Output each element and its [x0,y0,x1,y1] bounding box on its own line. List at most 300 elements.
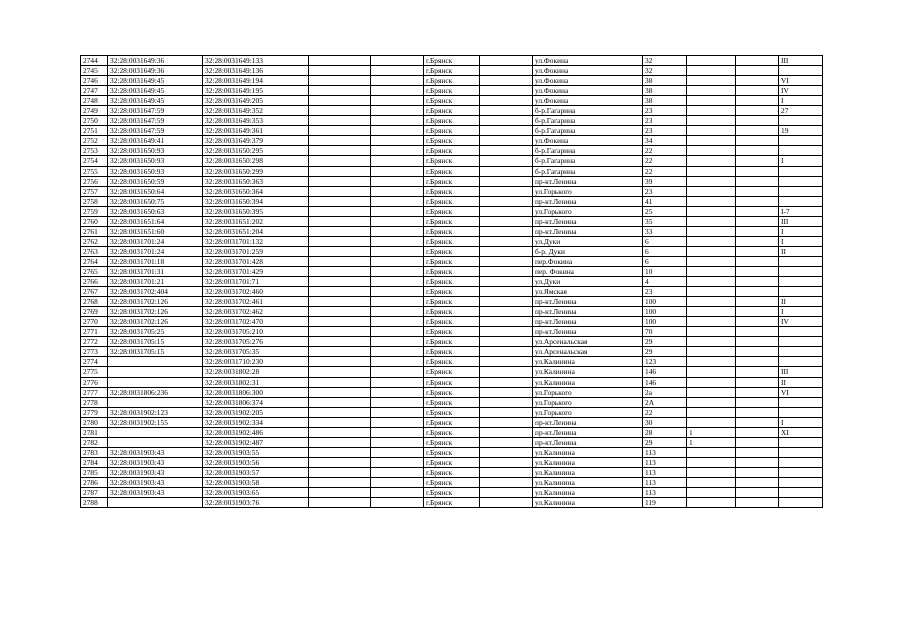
empty-col-5-cell [371,136,424,146]
cadastral-number-cell: 32:28:0031702:462 [203,307,309,317]
cadastral-number-cell: 32:28:0031903:58 [203,477,309,487]
row-number-cell: 2758 [81,196,108,206]
empty-col-5-cell [371,297,424,307]
table-row [81,186,823,196]
street-cell: ул.Горького [533,206,643,216]
empty-col-11-cell [736,126,779,136]
empty-col-11-cell [736,186,779,196]
house-number-cell: 22 [643,166,687,176]
street-cell: ул.Фокина [533,56,643,66]
empty-col-7-cell [480,397,533,407]
street-cell: ул.Фокина [533,96,643,106]
empty-col-7-cell [480,106,533,116]
house-number-cell: 146 [643,377,687,387]
cadastral-number-cell: 32:28:0031649:352 [203,106,309,116]
row-number-cell: 2786 [81,477,108,487]
cadastral-number-cell: 32:28:0031806:374 [203,397,309,407]
house-number-cell: 146 [643,367,687,377]
row-number-cell: 2782 [81,437,108,447]
empty-col-5-cell [371,86,424,96]
row-number-cell: 2749 [81,106,108,116]
empty-col-4-cell [309,126,371,136]
parent-cadastral-number-cell [108,377,203,387]
premises-cell [779,447,823,457]
building-cell [687,287,736,297]
cadastral-number-cell: 32:28:0031702:470 [203,317,309,327]
street-cell: пр-кт.Ленина [533,427,643,437]
empty-col-11-cell [736,156,779,166]
house-number-cell: 6 [643,256,687,266]
house-number-cell: 38 [643,86,687,96]
house-number-cell: 22 [643,407,687,417]
city-cell: г.Брянск [424,488,480,498]
table-row [81,317,823,327]
empty-col-11-cell [736,377,779,387]
empty-col-7-cell [480,66,533,76]
empty-col-11-cell [736,437,779,447]
table-row [81,166,823,176]
empty-col-5-cell [371,246,424,256]
empty-col-7-cell [480,146,533,156]
cadastral-number-cell: 32:28:0031705:276 [203,337,309,347]
building-cell [687,277,736,287]
house-number-cell: 38 [643,96,687,106]
empty-col-11-cell [736,498,779,508]
empty-col-4-cell [309,136,371,146]
empty-col-11-cell [736,266,779,276]
cadastral-number-cell: 32:28:0031650:394 [203,196,309,206]
empty-col-7-cell [480,337,533,347]
empty-col-5-cell [371,317,424,327]
street-cell: ул.Горького [533,186,643,196]
empty-col-5-cell [371,457,424,467]
row-number-cell: 2750 [81,116,108,126]
premises-cell [779,337,823,347]
table-row [81,56,823,66]
parent-cadastral-number-cell: 32:28:0031903:43 [108,457,203,467]
empty-col-7-cell [480,357,533,367]
house-number-cell: 22 [643,156,687,166]
house-number-cell: 23 [643,126,687,136]
empty-col-11-cell [736,367,779,377]
empty-col-5-cell [371,498,424,508]
empty-col-7-cell [480,76,533,86]
cadastral-number-cell: 32:28:0031702:460 [203,287,309,297]
cadastral-number-cell: 32:28:0031701:71 [203,277,309,287]
premises-cell: I [779,307,823,317]
empty-col-11-cell [736,287,779,297]
city-cell: г.Брянск [424,297,480,307]
street-cell: ул.Горького [533,387,643,397]
table-row [81,377,823,387]
table-row [81,457,823,467]
house-number-cell: 6 [643,236,687,246]
empty-col-7-cell [480,206,533,216]
house-number-cell: 113 [643,447,687,457]
building-cell [687,297,736,307]
house-number-cell: 38 [643,76,687,86]
empty-col-4-cell [309,297,371,307]
house-number-cell: 32 [643,66,687,76]
street-cell: ул.Калинина [533,498,643,508]
empty-col-5-cell [371,176,424,186]
empty-col-7-cell [480,347,533,357]
premises-cell [779,397,823,407]
table-row [81,106,823,116]
row-number-cell: 2762 [81,236,108,246]
building-cell [687,66,736,76]
premises-cell: 19 [779,126,823,136]
table-row [81,116,823,126]
row-number-cell: 2753 [81,146,108,156]
parent-cadastral-number-cell [108,427,203,437]
building-cell [687,106,736,116]
empty-col-5-cell [371,256,424,266]
empty-col-5-cell [371,437,424,447]
empty-col-4-cell [309,206,371,216]
table-row [81,437,823,447]
empty-col-4-cell [309,56,371,66]
parent-cadastral-number-cell: 32:28:0031902:155 [108,417,203,427]
city-cell: г.Брянск [424,176,480,186]
parent-cadastral-number-cell: 32:28:0031806:236 [108,387,203,397]
city-cell: г.Брянск [424,86,480,96]
street-cell: б-р.Гагарина [533,126,643,136]
empty-col-11-cell [736,106,779,116]
row-number-cell: 2752 [81,136,108,146]
empty-col-5-cell [371,377,424,387]
row-number-cell: 2759 [81,206,108,216]
house-number-cell: 10 [643,266,687,276]
table-row [81,498,823,508]
city-cell: г.Брянск [424,136,480,146]
premises-cell [779,66,823,76]
building-cell [687,477,736,487]
cadastral-number-cell: 32:28:0031802:28 [203,367,309,377]
row-number-cell: 2767 [81,287,108,297]
empty-col-5-cell [371,206,424,216]
house-number-cell: 34 [643,136,687,146]
empty-col-11-cell [736,96,779,106]
parent-cadastral-number-cell: 32:28:0031647:59 [108,126,203,136]
empty-col-4-cell [309,66,371,76]
document-table [80,55,823,508]
parent-cadastral-number-cell: 32:28:0031650:63 [108,206,203,216]
premises-cell [779,186,823,196]
cadastral-number-cell: 32:28:0031903:55 [203,447,309,457]
empty-col-5-cell [371,96,424,106]
building-cell: 1 [687,437,736,447]
empty-col-4-cell [309,96,371,106]
city-cell: г.Брянск [424,397,480,407]
empty-col-4-cell [309,287,371,297]
empty-col-11-cell [736,357,779,367]
city-cell: г.Брянск [424,357,480,367]
street-cell: ул.Фокина [533,76,643,86]
table-row [81,196,823,206]
building-cell [687,256,736,266]
empty-col-7-cell [480,457,533,467]
parent-cadastral-number-cell: 32:28:0031650:93 [108,156,203,166]
parent-cadastral-number-cell: 32:28:0031650:75 [108,196,203,206]
premises-cell [779,437,823,447]
table-body [81,56,823,508]
empty-col-4-cell [309,226,371,236]
empty-col-11-cell [736,337,779,347]
empty-col-7-cell [480,266,533,276]
premises-cell: VI [779,387,823,397]
building-cell [687,126,736,136]
table-row [81,86,823,96]
table-row [81,357,823,367]
empty-col-11-cell [736,166,779,176]
empty-col-7-cell [480,126,533,136]
parent-cadastral-number-cell: 32:28:0031902:123 [108,407,203,417]
parent-cadastral-number-cell [108,367,203,377]
empty-col-5-cell [371,186,424,196]
empty-col-7-cell [480,417,533,427]
empty-col-5-cell [371,166,424,176]
row-number-cell: 2746 [81,76,108,86]
building-cell [687,216,736,226]
house-number-cell: 29 [643,437,687,447]
empty-col-11-cell [736,447,779,457]
city-cell: г.Брянск [424,317,480,327]
building-cell [687,447,736,457]
cadastral-number-cell: 32:28:0031710:230 [203,357,309,367]
row-number-cell: 2744 [81,56,108,66]
premises-cell: I [779,417,823,427]
empty-col-5-cell [371,447,424,457]
street-cell: пр-кт.Ленина [533,317,643,327]
row-number-cell: 2754 [81,156,108,166]
city-cell: г.Брянск [424,498,480,508]
table-row [81,327,823,337]
empty-col-4-cell [309,327,371,337]
premises-cell: I [779,156,823,166]
empty-col-5-cell [371,226,424,236]
empty-col-11-cell [736,86,779,96]
building-cell [687,186,736,196]
city-cell: г.Брянск [424,437,480,447]
row-number-cell: 2776 [81,377,108,387]
street-cell: ул.Калинина [533,357,643,367]
cadastral-number-cell: 32:28:0031903:76 [203,498,309,508]
city-cell: г.Брянск [424,166,480,176]
building-cell [687,146,736,156]
street-cell: ул.Ямская [533,287,643,297]
premises-cell [779,256,823,266]
empty-col-4-cell [309,176,371,186]
parent-cadastral-number-cell: 32:28:0031701:24 [108,236,203,246]
premises-cell: 27 [779,106,823,116]
parent-cadastral-number-cell: 32:28:0031903:43 [108,467,203,477]
street-cell: ул.Горького [533,407,643,417]
cadastral-number-cell: 32:28:0031701:259 [203,246,309,256]
city-cell: г.Брянск [424,467,480,477]
street-cell: пр-кт.Ленина [533,437,643,447]
premises-cell [779,277,823,287]
parent-cadastral-number-cell: 32:28:0031647:59 [108,106,203,116]
city-cell: г.Брянск [424,106,480,116]
parent-cadastral-number-cell: 32:28:0031651:60 [108,226,203,236]
premises-cell: III [779,367,823,377]
city-cell: г.Брянск [424,196,480,206]
cadastral-number-cell: 32:28:0031649:353 [203,116,309,126]
parent-cadastral-number-cell [108,397,203,407]
empty-col-7-cell [480,166,533,176]
row-number-cell: 2774 [81,357,108,367]
empty-col-11-cell [736,327,779,337]
empty-col-5-cell [371,56,424,66]
parent-cadastral-number-cell: 32:28:0031903:43 [108,447,203,457]
empty-col-7-cell [480,437,533,447]
building-cell [687,176,736,186]
cadastral-number-cell: 32:28:0031902:334 [203,417,309,427]
table-row [81,427,823,437]
city-cell: г.Брянск [424,447,480,457]
table-row [81,246,823,256]
empty-col-11-cell [736,307,779,317]
empty-col-7-cell [480,407,533,417]
street-cell: ул.Фокина [533,66,643,76]
building-cell [687,498,736,508]
building-cell [687,327,736,337]
empty-col-4-cell [309,216,371,226]
building-cell [687,367,736,377]
row-number-cell: 2780 [81,417,108,427]
city-cell: г.Брянск [424,367,480,377]
empty-col-4-cell [309,367,371,377]
table-row [81,417,823,427]
empty-col-11-cell [736,66,779,76]
house-number-cell: 70 [643,327,687,337]
street-cell: ул.Калинина [533,457,643,467]
building-cell [687,246,736,256]
row-number-cell: 2768 [81,297,108,307]
empty-col-4-cell [309,457,371,467]
parent-cadastral-number-cell: 32:28:0031650:59 [108,176,203,186]
street-cell: ул.Фокина [533,136,643,146]
empty-col-4-cell [309,337,371,347]
row-number-cell: 2755 [81,166,108,176]
street-cell: б-р.Гагарина [533,106,643,116]
cadastral-number-cell: 32:28:0031651:204 [203,226,309,236]
street-cell: б-р.Гагарина [533,156,643,166]
row-number-cell: 2775 [81,367,108,377]
house-number-cell: 29 [643,347,687,357]
empty-col-4-cell [309,106,371,116]
house-number-cell: 32 [643,56,687,66]
empty-col-7-cell [480,256,533,266]
street-cell: б-р.Гагарина [533,166,643,176]
row-number-cell: 2761 [81,226,108,236]
empty-col-5-cell [371,467,424,477]
empty-col-5-cell [371,337,424,347]
empty-col-5-cell [371,477,424,487]
street-cell: ул.Дуки [533,236,643,246]
empty-col-4-cell [309,498,371,508]
cadastral-number-cell: 32:28:0031701:429 [203,266,309,276]
empty-col-5-cell [371,216,424,226]
building-cell [687,457,736,467]
row-number-cell: 2783 [81,447,108,457]
house-number-cell: 23 [643,116,687,126]
street-cell: ул.Арсенальская [533,337,643,347]
row-number-cell: 2757 [81,186,108,196]
empty-col-11-cell [736,76,779,86]
empty-col-11-cell [736,488,779,498]
parent-cadastral-number-cell: 32:28:0031650:93 [108,166,203,176]
empty-col-7-cell [480,287,533,297]
empty-col-4-cell [309,186,371,196]
house-number-cell: 2А [643,397,687,407]
empty-col-11-cell [736,387,779,397]
row-number-cell: 2745 [81,66,108,76]
empty-col-7-cell [480,447,533,457]
empty-col-11-cell [736,347,779,357]
premises-cell [779,477,823,487]
empty-col-4-cell [309,447,371,457]
empty-col-7-cell [480,327,533,337]
empty-col-7-cell [480,236,533,246]
empty-col-4-cell [309,246,371,256]
row-number-cell: 2756 [81,176,108,186]
table-row [81,156,823,166]
city-cell: г.Брянск [424,226,480,236]
empty-col-5-cell [371,236,424,246]
empty-col-5-cell [371,357,424,367]
cadastral-number-cell: 32:28:0031649:133 [203,56,309,66]
table-row [81,467,823,477]
table-row [81,337,823,347]
empty-col-7-cell [480,86,533,96]
street-cell: б-р. Дуки [533,246,643,256]
street-cell: пер. Фокина [533,266,643,276]
empty-col-4-cell [309,377,371,387]
empty-col-11-cell [736,136,779,146]
table-row [81,226,823,236]
premises-cell: IV [779,317,823,327]
house-number-cell: 4 [643,277,687,287]
house-number-cell: 23 [643,106,687,116]
empty-col-5-cell [371,417,424,427]
table-row [81,488,823,498]
street-cell: б-р.Гагарина [533,116,643,126]
street-cell: пр-кт.Ленина [533,417,643,427]
building-cell [687,166,736,176]
building-cell: 1 [687,427,736,437]
parent-cadastral-number-cell: 32:28:0031903:43 [108,477,203,487]
premises-cell [779,498,823,508]
parent-cadastral-number-cell [108,437,203,447]
house-number-cell: 100 [643,297,687,307]
street-cell: пр-кт.Ленина [533,196,643,206]
parent-cadastral-number-cell: 32:28:0031702:126 [108,317,203,327]
cadastral-number-cell: 32:28:0031650:299 [203,166,309,176]
table-row [81,407,823,417]
house-number-cell: 2а [643,387,687,397]
empty-col-4-cell [309,488,371,498]
city-cell: г.Брянск [424,427,480,437]
street-cell: пр-кт.Ленина [533,327,643,337]
building-cell [687,488,736,498]
empty-col-7-cell [480,477,533,487]
cadastral-number-cell: 32:28:0031650:395 [203,206,309,216]
house-number-cell: 23 [643,186,687,196]
house-number-cell: 29 [643,337,687,347]
empty-col-7-cell [480,186,533,196]
